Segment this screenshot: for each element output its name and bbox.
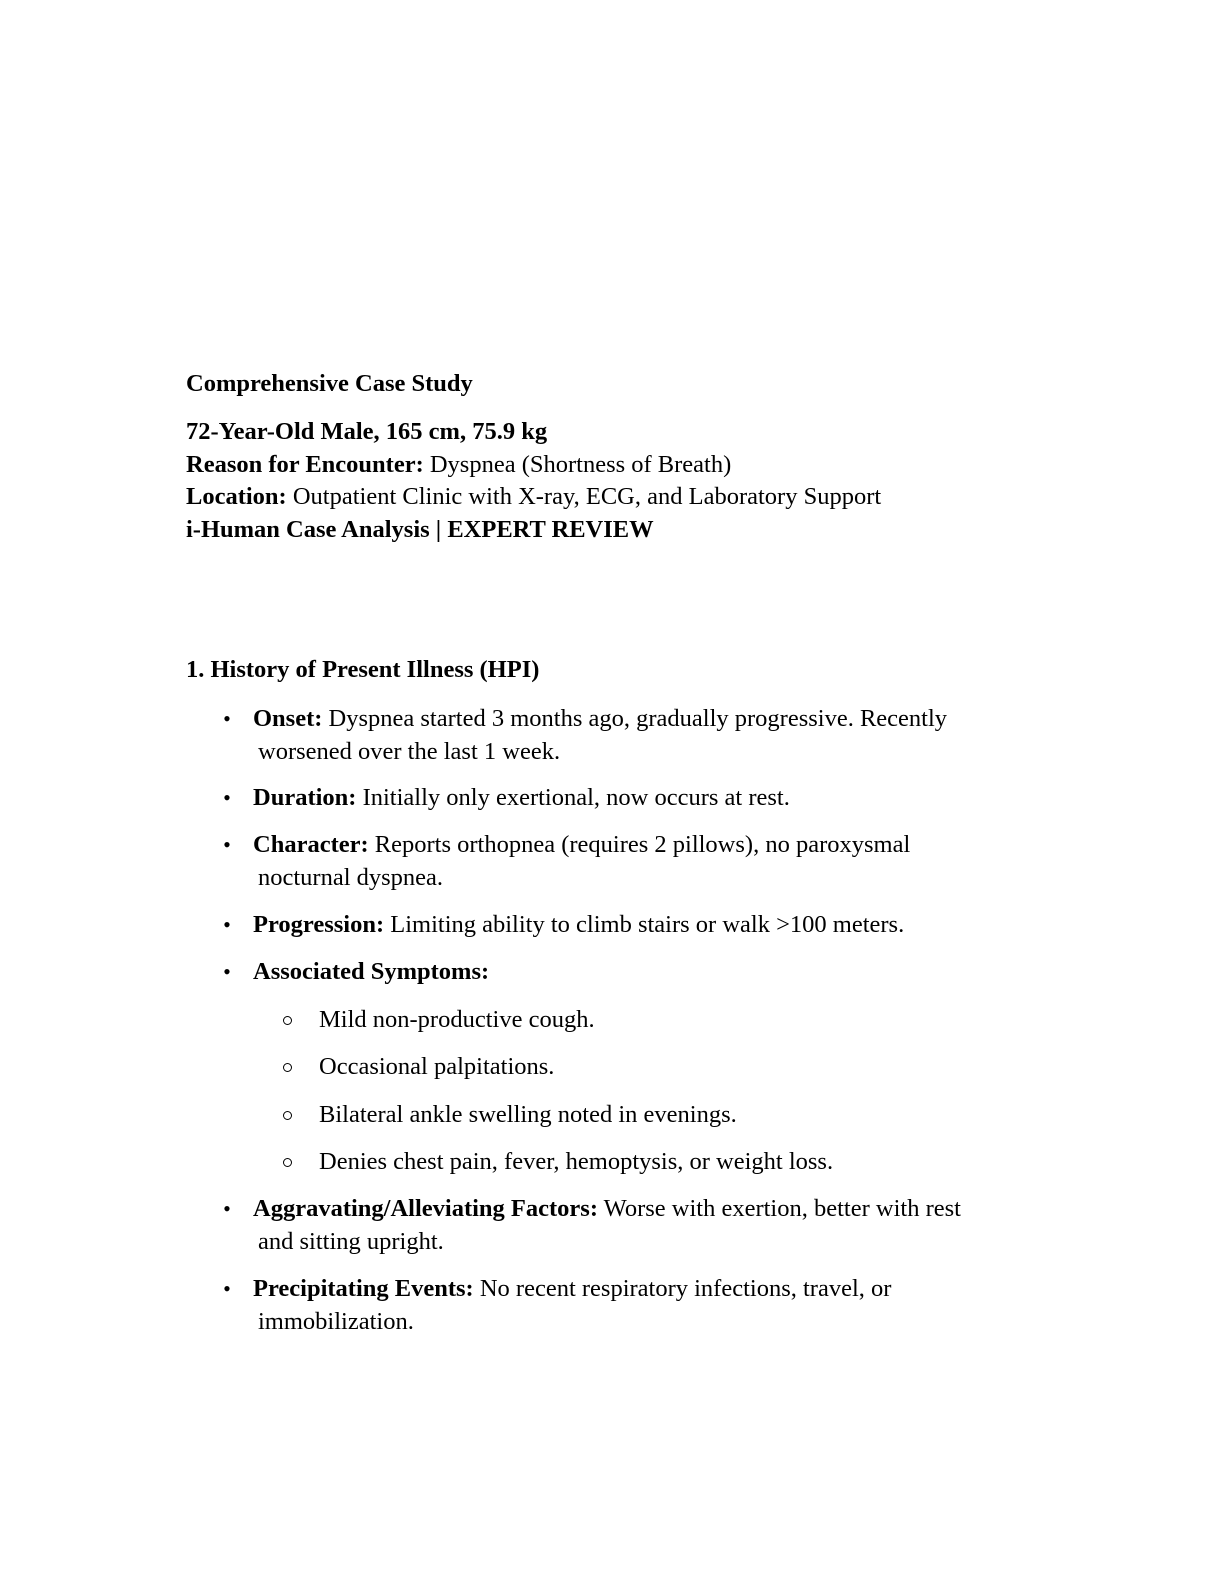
circle-bullet-icon xyxy=(283,1063,292,1072)
hpi-precipitating-events xyxy=(223,1273,892,1338)
symptom-text: Denies chest pain, fever, hemoptysis, or weight loss. xyxy=(319,1148,834,1175)
character-text-cont: nocturnal dyspnea. xyxy=(258,863,444,891)
hpi-aggravating-factors xyxy=(223,1193,961,1258)
aggravating-label: Aggravating/Alleviating Factors: xyxy=(253,1195,598,1222)
reason-value: Dyspnea (Shortness of Breath) xyxy=(423,450,732,478)
aggravating-text: Worse with exertion, better with rest xyxy=(598,1195,961,1222)
document-title: Comprehensive Case Study xyxy=(186,370,473,397)
symptom-text: Bilateral ankle swelling noted in evenings. xyxy=(319,1101,737,1128)
character-text: Reports orthopnea (requires 2 pillows), no paroxysmal xyxy=(368,831,911,858)
hpi-duration xyxy=(223,782,790,815)
hpi-character xyxy=(223,829,911,894)
bullet: • xyxy=(223,832,231,857)
progression-text: Limiting ability to climb stairs or walk >100 meters. xyxy=(384,911,905,938)
bullet: • xyxy=(223,912,231,937)
reason-for-encounter xyxy=(186,449,881,482)
onset-text-cont: worsened over the last 1 week. xyxy=(258,737,561,765)
hpi-associated-symptoms xyxy=(223,956,490,989)
symptom-item xyxy=(319,1146,833,1179)
onset-label: Onset: xyxy=(253,705,323,732)
patient-demographics: 72-Year-Old Male, 165 cm, 75.9 kg xyxy=(186,418,548,445)
hpi-progression xyxy=(223,909,905,942)
location-label: Location: xyxy=(186,483,287,510)
circle-bullet-icon xyxy=(283,1111,292,1120)
bullet: • xyxy=(223,706,231,731)
onset-text: Dyspnea started 3 months ago, gradually progressive. Recently xyxy=(322,705,948,732)
case-analysis-line: i-Human Case Analysis | EXPERT REVIEW xyxy=(186,515,654,543)
symptom-item xyxy=(319,1004,595,1037)
case-header xyxy=(186,416,881,546)
circle-bullet-icon xyxy=(283,1158,292,1167)
progression-label: Progression: xyxy=(253,911,385,938)
bullet: • xyxy=(223,1196,231,1221)
precipitating-label: Precipitating Events: xyxy=(253,1275,474,1302)
hpi-heading: 1. History of Present Illness (HPI) xyxy=(186,656,540,683)
precipitating-text: No recent respiratory infections, travel, or xyxy=(473,1275,892,1302)
aggravating-text-cont: and sitting upright. xyxy=(258,1227,444,1255)
reason-label: Reason for Encounter: xyxy=(186,450,424,478)
symptom-item xyxy=(319,1051,554,1084)
bullet: • xyxy=(223,959,231,984)
circle-bullet-icon xyxy=(283,1016,292,1025)
encounter-location xyxy=(186,481,881,514)
associated-label: Associated Symptoms: xyxy=(253,958,490,985)
bullet: • xyxy=(223,785,231,810)
character-label: Character: xyxy=(253,831,369,858)
duration-label: Duration: xyxy=(253,784,357,811)
symptom-text: Mild non-productive cough. xyxy=(319,1006,595,1033)
symptom-item xyxy=(319,1099,737,1132)
hpi-onset xyxy=(223,703,948,768)
symptom-text: Occasional palpitations. xyxy=(319,1053,555,1080)
duration-text: Initially only exertional, now occurs at rest. xyxy=(356,784,790,811)
precipitating-text-cont: immobilization. xyxy=(258,1307,414,1335)
bullet: • xyxy=(223,1276,231,1301)
location-value: Outpatient Clinic with X-ray, ECG, and Laboratory Support xyxy=(286,483,882,510)
